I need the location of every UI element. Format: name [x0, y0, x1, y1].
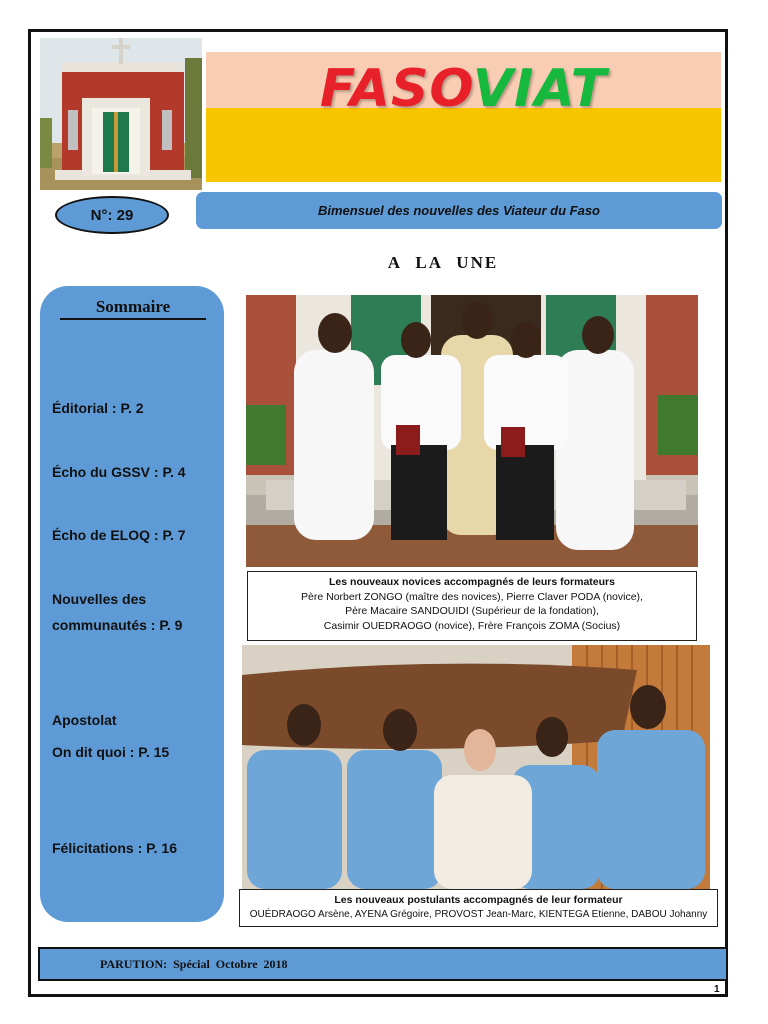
- parution-text: PARUTION: Spécial Octobre 2018: [100, 957, 288, 971]
- issue-number-badge: N°: 29: [55, 196, 169, 234]
- novices-caption: [247, 571, 697, 641]
- toc-item-echo-gssv: Écho du GSSV : P. 4: [52, 464, 186, 480]
- postulants-photo: [242, 645, 710, 889]
- toc-item-echo-eloq: Écho de ELOQ : P. 7: [52, 527, 186, 543]
- newsletter-subtitle: Bimensuel des nouvelles des Viateur du Faso: [196, 192, 722, 229]
- postulants-caption-title: Les nouveaux postulants accompagnés de leur formateur: [334, 894, 623, 906]
- toc-item-nouvelles: [52, 587, 182, 638]
- novices-caption-line: Père Norbert ZONGO (maître des novices), Pierre Claver PODA (novice),: [301, 590, 643, 603]
- title-part-faso: FASO: [319, 59, 473, 119]
- newsletter-title: [206, 54, 721, 124]
- novices-photo: [246, 295, 698, 567]
- postulants-caption-line: OUÉDRAOGO Arsène, AYENA Grégoire, PROVOST Jean-Marc, KIENTEGA Etienne, DABOU Johanny: [249, 908, 708, 920]
- toc-item-nouvelles-line2: communautés : P. 9: [52, 617, 183, 633]
- toc-item-felicitations: Félicitations : P. 16: [52, 840, 178, 856]
- toc-item-on-dit-quoi: On dit quoi : P. 15: [52, 744, 170, 760]
- toc-item-editorial: Éditorial : P. 2: [52, 400, 144, 416]
- novices-caption-title: Les nouveaux novices accompagnés de leurs formateurs: [329, 576, 615, 588]
- toc-item-nouvelles-line1: Nouvelles des: [52, 591, 147, 607]
- toc-item-apostolat: Apostolat: [52, 712, 117, 728]
- novices-caption-line: Casimir OUEDRAOGO (novice), Frère François ZOMA (Socius): [323, 619, 621, 632]
- footer-bar: [38, 947, 728, 981]
- novices-caption-line: Père Macaire SANDOUIDI (Supérieur de la fondation),: [345, 605, 599, 617]
- sommaire-panel: [40, 286, 224, 922]
- title-part-viat: VIAT: [472, 59, 608, 119]
- page-number: 1: [714, 984, 720, 995]
- sommaire-title: Sommaire: [60, 297, 206, 320]
- postulants-caption: [239, 889, 718, 927]
- section-heading: A LA UNE: [387, 253, 499, 272]
- church-photo: [40, 38, 202, 190]
